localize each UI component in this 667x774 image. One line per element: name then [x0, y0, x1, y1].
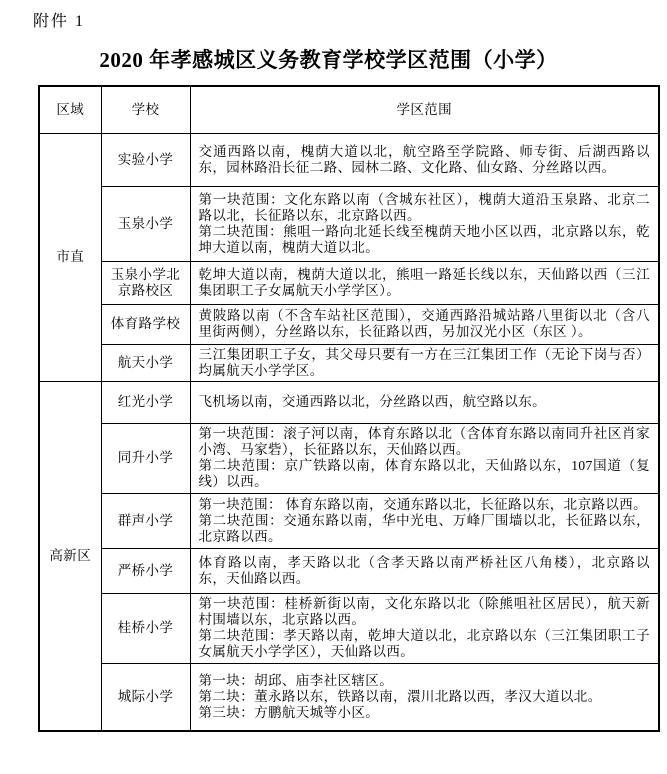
range-paragraph: 第一块范围：滚子河以南，体育东路以北（含体育东路以南同升社区肖家小湾、马家砦），长征路以东，天仙路以西。	[198, 426, 650, 457]
district-range-cell	[190, 593, 659, 663]
page-title: 2020 年孝感城区义务教育学校学区范围（小学）	[99, 48, 558, 72]
district-range-cell	[190, 304, 659, 344]
range-paragraph: 黄陂路以南（不含车站社区范围），交通西路沿城站路八里街以北（含八里街两侧），分丝路以东，长征路以西，另加汉光小区（东区 ）。	[198, 308, 650, 339]
table-row	[39, 593, 659, 663]
table-row	[39, 663, 659, 731]
district-range-cell	[190, 423, 659, 493]
school-name-cell: 航天小学	[101, 344, 190, 381]
range-paragraph: 第二块范围：孝天路以南，乾坤大道以北，北京路以东（三江集团职工子女属航天小学学区），天仙路以西。	[198, 628, 650, 659]
range-paragraph: 第一块：胡邱、庙李社区辖区。	[198, 672, 394, 688]
school-name-cell: 红光小学	[101, 381, 190, 423]
table-row	[39, 344, 659, 381]
district-range-cell	[190, 344, 659, 381]
attachment-label: 附件 1	[33, 13, 86, 30]
school-name-cell: 实验小学	[101, 133, 190, 186]
school-name-cell: 玉泉小学北京路校区	[101, 261, 190, 304]
district-range-cell	[190, 493, 659, 548]
range-paragraph: 第二块：董永路以东，铁路以南，澴川北路以西，孝汉大道以北。	[198, 688, 602, 704]
table-row	[39, 548, 659, 593]
school-name-cell: 城际小学	[101, 663, 190, 731]
school-name-cell: 玉泉小学	[101, 186, 190, 261]
district-table-body	[39, 133, 659, 731]
region-cell: 市直	[39, 133, 101, 381]
range-paragraph: 第一块范围：文化东路以南（含城东社区），槐荫大道沿玉泉路、北京二路以北，长征路以东，北京路以西。	[198, 191, 650, 223]
column-header-school: 学校	[101, 86, 190, 133]
table-row	[39, 381, 659, 423]
school-name-cell: 同升小学	[101, 423, 190, 493]
school-name-cell: 严桥小学	[101, 548, 190, 593]
district-range-cell	[190, 663, 659, 731]
table-row	[39, 493, 659, 548]
range-paragraph: 第二块范围：京广铁路以南，体育东路以北，天仙路以东，107国道（复线）以西。	[198, 458, 650, 489]
school-name-cell: 桂桥小学	[101, 593, 190, 663]
range-paragraph: 第二块范围：熊咀一路向北延长线至槐荫天地小区以西，北京路以东，乾坤大道以南，槐荫大道以北。	[198, 223, 650, 255]
range-paragraph: 交通西路以南，槐荫大道以北，航空路至学院路、师专街、后湖西路以东，园林路沿长征二路、园林二路、文化路、仙女路、分丝路以西。	[198, 143, 650, 175]
district-range-cell	[190, 133, 659, 186]
column-header-region: 区域	[39, 86, 101, 133]
table-row	[39, 423, 659, 493]
school-name-cell: 体育路学校	[101, 304, 190, 344]
range-paragraph: 第二块范围：交通东路以南，华中光电、万峰厂围墙以北，长征路以东，北京路以西。	[198, 512, 650, 544]
district-range-cell	[190, 381, 659, 423]
table-header-row	[39, 86, 659, 133]
school-name-cell: 群声小学	[101, 493, 190, 548]
table-row	[39, 304, 659, 344]
range-paragraph: 第三块：方鹏航天城等小区。	[198, 704, 380, 720]
range-paragraph: 乾坤大道以南，槐荫大道以北，熊咀一路延长线以东，天仙路以西（三江集团职工子女属航天小学学区）。	[198, 266, 650, 298]
column-header-range: 学区范围	[190, 86, 659, 133]
range-paragraph: 第一块范围：桂桥新街以南，文化东路以北（除熊咀社区居民），航天新村围墙以东，北京路以西。	[198, 596, 650, 627]
range-paragraph: 第一块范围： 体育东路以南，交通东路以北，长征路以东，北京路以西。	[198, 496, 648, 512]
range-paragraph: 体育路以南，孝天路以北（含孝天路以南严桥社区八角楼），北京路以东，天仙路以西。	[198, 554, 650, 586]
table-row	[39, 186, 659, 261]
table-row	[39, 261, 659, 304]
range-paragraph: 三江集团职工子女，其父母只要有一方在三江集团工作（无论下岗与否）均属航天小学学区。	[198, 346, 650, 378]
region-cell: 高新区	[39, 381, 101, 731]
district-range-cell	[190, 186, 659, 261]
district-range-cell	[190, 261, 659, 304]
school-district-table	[38, 85, 660, 732]
table-row	[39, 133, 659, 186]
range-paragraph: 飞机场以南，交通西路以北，分丝路以西，航空路以东。	[198, 394, 546, 409]
district-range-cell	[190, 548, 659, 593]
